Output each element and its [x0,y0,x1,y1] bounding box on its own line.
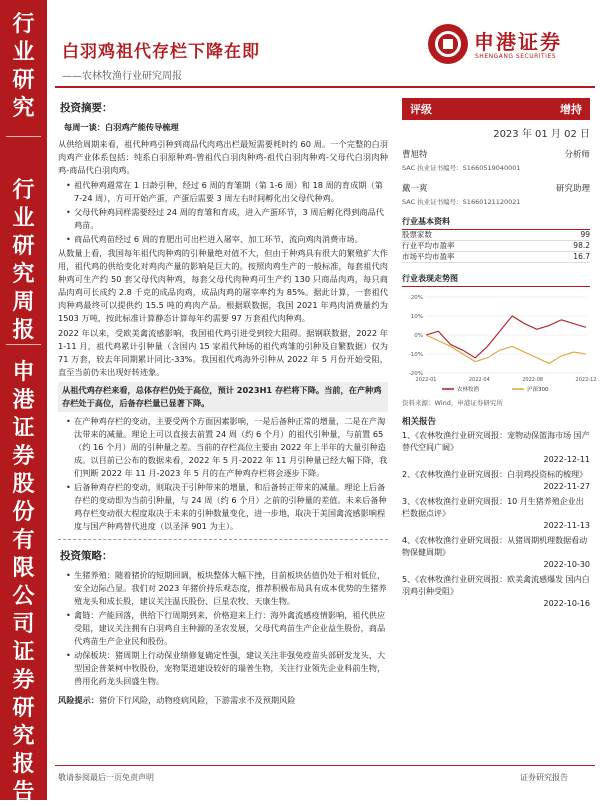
row-value: 99 [580,230,590,239]
rating-label: 评级 [410,103,432,116]
sidebar-char: 告 [12,779,35,805]
risk-title: 风险提示： [58,695,99,705]
sidebar-char: 券 [12,443,35,469]
list-item: • 在产种鸡存栏的变动，主要受两个方面因素影响，一是后备种正常的增量，二是在产淘汰带来的减量。理论上可以直接去前置 24 周（约 6 个月）的祖代引种量，与前置 65（约 16 个月）周的引种量之差。当前的存栏高位主要由 2022 年上半年的大量引种造成。以目前已公布的数据来看，2022 年 5 月-2022 年 11 月引种量已经大幅下降，我们判断 2022 年 11 月-2023 年 5 月的在产种鸡存栏将会逐步下降。 [66,415,388,480]
logo-text-en: SHENGANG SECURITIES [475,53,557,60]
related-report-item[interactable] [402,574,590,610]
y-tick-label: -10% [408,352,423,358]
row-key: 行业平均市盈率 [402,241,455,250]
list-item: • 生猪养殖：随着猪价的短期回调，板块整体大幅下挫，目前板块估值仍处于相对低位，安全边际凸显。我们对 2023 年猪价持乐观态度，推荐积极布局具有成本优势的生猪养殖龙头和成长股，建议关注温氏股份、巨星农牧、天康生物。 [66,569,388,608]
related-report-item[interactable] [402,469,590,493]
right-column [402,98,597,610]
related-report-title[interactable]: 5、《农林牧渔行业研究周报：欧美禽流感爆发 国内白羽鸡引种受阻》 [402,575,590,596]
risk-text: 猪价下行风险，动物疫病风险，下游需求不及预期风险 [98,695,296,705]
related-report-title[interactable]: 3、《农林牧渔行业研究周报：10 月生猪养殖企业出栏数据点评》 [402,497,584,518]
section-title-summary: 投资摘要： [60,102,113,114]
series-line [426,316,586,358]
related-reports-title: 相关报告 [402,417,437,427]
related-reports [402,430,590,610]
related-report-title[interactable]: 2、《农林牧渔行业研究周报：白羽鸡投资标的梳理》 [402,470,588,479]
sidebar-divider [6,136,41,137]
analyst-name: 曹旭特 [402,150,428,160]
company-logo [428,20,588,70]
sidebar-char: 港 [12,387,35,413]
related-report-date: 2022-11-27 [543,482,590,491]
footer-disclaimer: 敬请参阅最后一页免责声明 [58,773,154,782]
list-item: • 父母代种鸡同样需要经过 24 周的育雏和育成，进入产蛋环节，3 周后孵化得到商品代鸡苗。 [66,206,388,232]
chart-source: 资料来源：Wind，申港证券研究所 [402,399,503,407]
chart-svg [402,291,597,396]
analyst-name: 戴一爽 [402,184,428,194]
sidebar-char: 司 [12,611,35,637]
paragraph-2022: 2022 年以来，受欧美禽流感影响，我国祖代鸡引进受到较大阻碍。据钢联数据，2022 年 1-11 月，祖代鸡累计引种量（含国内 15 家祖代种场的祖代鸡雏的引种及自繁数据）仅为 71 万套，较去年同期累计同比-33%。我国祖代鸡海外引种从 2022 年 5 月份开始受阻，直至当前仍未出现好转迹象。 [58,328,388,377]
analyst-sac: SAC 执业证书编号：S1660121120021 [402,198,521,206]
strategy-box [58,539,388,707]
list-item: • 商品代鸡苗经过 6 周的育肥出可出栏进入屠宰、加工环节，流向鸡肉消费市场。 [66,233,388,246]
chart-title: 行业表现走势图 [402,273,590,287]
sidebar-char: 券 [12,667,35,693]
main-content [58,96,388,709]
logo-mark-icon [428,24,468,64]
analyst-block [402,148,590,206]
paragraph-quantity: 从数量上看，我国每年祖代肉种鸡的引种量绝对值不大，但由于种鸡具有很大的繁殖扩大作用，祖代鸡的供给变化对鸡肉产量的影响是巨大的。按照肉鸡生产的一般标准，每套祖代肉种鸡可生产约 50 套父母代肉种鸡，每套父母代肉种鸡可生产约 130 只商品肉鸡，每只商品肉鸡可长成约 2.8 千克的成品肉鸡，成品肉鸡的屠宰率约为 85%。据此计算，一套祖代肉种鸡最终可以提供约 15.5 吨的鸡肉产品。根据联数据，我国 2021 年鸡肉消费量约为 1503 万吨，按此标准计算静态计算每年约需要 97 万套祖代肉种鸡。 [58,248,388,323]
sidebar-char: 研 [12,695,35,721]
table-row [402,230,590,241]
related-report-date: 2022-12-11 [543,455,590,464]
sidebar-char: 证 [12,415,35,441]
related-report-item[interactable] [402,496,590,532]
analyst-role: 分析师 [564,150,590,160]
related-report-date: 2022-10-16 [543,599,590,608]
related-report-date: 2022-11-13 [543,521,590,530]
related-report-title[interactable]: 4、《农林牧渔行业研究周报：从猪周期机理数据看动物保健周期》 [402,536,588,557]
list-item: • 动保板块：猪周期上行动保业绩修复确定性强，建议关注非强免疫苗头部研发龙头、大型国企普莱柯中牧股份，宠物渠道建设较好的瑞普生物，关注行业领先企业科前生物，兽用化药龙头回盛生物。 [66,649,388,688]
y-tick-label: -20% [408,371,423,377]
footer-rule [55,765,595,766]
report-date: 2023 年 01 月 02 日 [493,129,590,140]
list-item: • 祖代种鸡週常在 1 日龄引种，经过 6 周的育雏期（第 1-6 周）和 18 周的育成期（第 7-24 周），方可开始产蛋，产蛋后需要 3 周左右时间孵化出父母代种鸡。 [66,179,388,205]
legend-label: 沪深300 [527,387,549,393]
y-tick-label: 10% [410,314,423,320]
report-subtitle: ——农林牧渔行业研究周报 [62,71,182,82]
bullets-inventory [66,415,388,533]
left-sidebar [0,0,47,805]
related-report-item[interactable] [402,430,590,466]
legend-label: 农林牧渔 [457,387,480,393]
sidebar-char: 报 [12,317,35,343]
sidebar-char: 行 [12,11,35,37]
sidebar-char: 份 [12,499,35,525]
section-title-strategy: 投资策略： [60,550,113,562]
x-tick-label: 2022-04 [468,377,490,383]
sidebar-char: 股 [12,471,35,497]
basic-data-table [402,230,590,263]
sidebar-char: 证 [12,639,35,665]
table-row [402,241,590,252]
header-rule [55,86,595,88]
sidebar-char: 究 [12,95,35,121]
related-report-item[interactable] [402,535,590,571]
sidebar-char: 业 [12,39,35,65]
paragraph-supply-cycle: 从供给周期来看，祖代种鸡引种到商品代肉鸡出栏最短需要耗时约 60 周。一个完整的白羽肉鸡产业体系包括：纯系白羽原种鸡-曾祖代白羽肉种鸡-祖代白羽肉种鸡-父母代白羽肉种鸡-商品代白羽肉鸡。 [58,139,388,175]
related-report-date: 2022-10-30 [543,560,590,569]
sidebar-char: 周 [12,289,35,315]
row-value: 16.7 [573,252,590,261]
footer-label: 证券研究报告 [520,773,568,782]
sidebar-char: 研 [12,233,35,259]
rating-bar [402,98,590,120]
series-line [426,335,586,364]
sidebar-char: 研 [12,67,35,93]
sidebar-char: 报 [12,751,35,777]
sidebar-text-company [0,358,47,806]
sidebar-char: 业 [12,205,35,231]
row-key: 市场平均市盈率 [402,252,455,261]
x-tick-label: 2022-12 [575,377,597,383]
rating-value: 增持 [560,103,582,116]
table-row [402,252,590,263]
sidebar-text-industry-research [0,10,47,122]
sidebar-char: 限 [12,555,35,581]
bullets-cycle [66,179,388,246]
row-key: 股票家数 [402,230,432,239]
weekly-topic: 每周一谈：白羽鸡产能传导梳理 [64,122,179,132]
related-report-title[interactable]: 1、《农林牧渔行业研究周报：宠物动保篮海市场 国产替代空间广阔》 [402,431,590,452]
y-tick-label: 20% [410,295,423,301]
x-tick-label: 2022-01 [415,377,437,383]
y-tick-label: 0% [414,333,423,339]
sidebar-char: 有 [12,527,35,553]
sidebar-text-weekly [0,176,47,344]
sidebar-char: 公 [12,583,35,609]
x-tick-label: 2022-08 [522,377,544,383]
highlight-inventory: 从祖代鸡存栏来看，总体存栏仍处于高位，预计 2023H1 存栏将下降。当前，在产种鸡存栏处于高位，后备存栏量已显著下降。 [58,382,388,412]
industry-performance-chart [402,291,597,396]
analyst-sac: SAC 执业证书编号：S1660519040001 [402,164,521,172]
sidebar-char: 申 [12,359,35,385]
sidebar-char: 究 [12,723,35,749]
sidebar-char: 行 [12,177,35,203]
sidebar-char: 究 [12,261,35,287]
logo-text-cn: 申港证券 [474,30,562,54]
list-item: • 禽链：产能回落，供给下行周期到来，价格迎来上行：海外禽流感疫情影响，祖代供应受阻，建议关注拥有白羽鸡自主种源的圣农发展，父母代鸡苗生产企业益生股份，商品代鸡苗生产企业民和股份。 [66,609,388,648]
list-item: • 后备种鸡存栏的变动，则取决于引种带来的增量，和后备转正带来的减量。理论上后备存栏的变动即为当前引种量，与 24 周（约 6 个月）之前的引种量的差值。未来后备种鸡存栏变动很大程度取决于未来的引种数量变化，进一步地，取决于美国禽流感影响程度与国产种鸡替代进度（以圣泽 901 为主）。 [66,481,388,533]
bullets-strategy [66,569,388,688]
basic-data-title: 行业基本资料 [402,216,590,230]
report-title: 白羽鸡祖代存栏下降在即 [62,42,260,62]
sidebar-divider [6,344,41,345]
row-value: 98.2 [573,241,590,250]
analyst-role: 研究助理 [555,184,590,194]
